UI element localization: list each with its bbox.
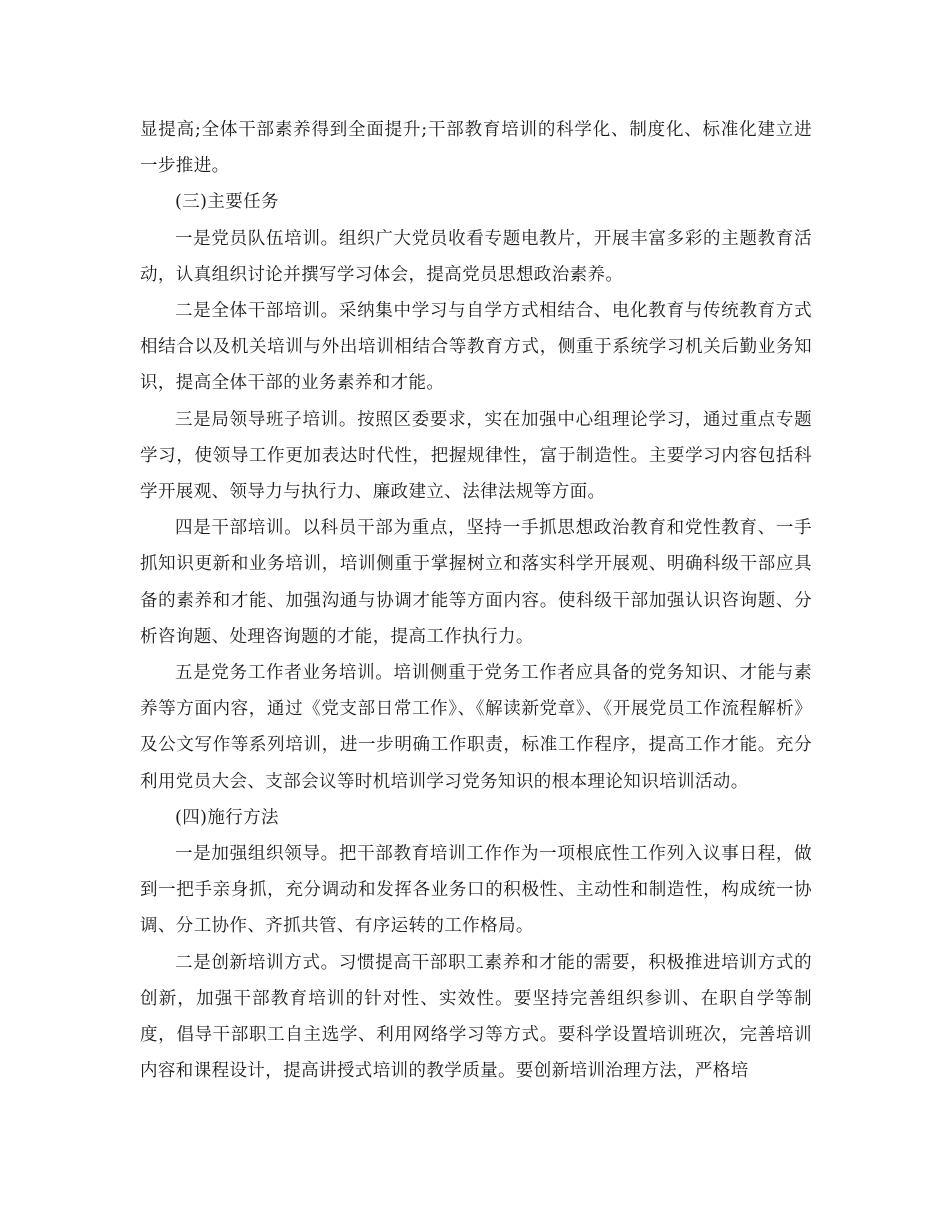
paragraph-party-member-training: 一是党员队伍培训。组织广大党员收看专题电教片，开展丰富多彩的主题教育活动，认真组织讨论并撰写学习体会，提高党员思想政治素养。	[140, 228, 812, 285]
paragraph-leadership-training: 三是局领导班子培训。按照区委要求，实在加强中心组理论学习，通过重点专题学习，使领导工作更加表达时代性，把握规律性，富于制造性。主要学习内容包括科学开展观、领导力与执行力、廉政建立、法律法规等方面。	[140, 409, 812, 503]
document-body	[140, 112, 812, 1089]
paragraph-innovate-training: 二是创新培训方式。习惯提高干部职工素养和才能的需要，积极推进培训方式的创新，加强干部教育培训的针对性、实效性。要坚持完善组织参训、在职自学等制度，倡导干部职工自主选学、利用网络学习等方式。要科学设置培训班次，完善培训内容和课程设计，提高讲授式培训的教学质量。要创新培训治理方法，严格培	[140, 952, 812, 1082]
paragraph-party-affairs-training: 五是党务工作者业务培训。培训侧重于党务工作者应具备的党务知识、才能与素养等方面内容，通过《党支部日常工作》、《解读新党章》、《开展党员工作流程解析》及公文写作等系列培训，进一步明确工作职责，标准工作程序，提高工作才能。充分利用党员大会、支部会议等时机培训学习党务知识的根本理论知识培训活动。	[140, 663, 812, 792]
paragraph-continuation: 显提高;全体干部素养得到全面提升;干部教育培训的科学化、制度化、标准化建立进一步推进。	[140, 120, 812, 177]
paragraph-cadre-training: 四是干部培训。以科员干部为重点，坚持一手抓思想政治教育和党性教育、一手抓知识更新和业务培训，培训侧重于掌握树立和落实科学开展观、明确科级干部应具备的素养和才能、加强沟通与协调才能等方面内容。使科级干部加强认识咨询题、分析咨询题、处理咨询题的才能，提高工作执行力。	[140, 518, 812, 647]
paragraph-strengthen-leadership: 一是加强组织领导。把干部教育培训工作作为一项根底性工作列入议事日程，做到一把手亲身抓，充分调动和发挥各业务口的积极性、主动性和制造性，构成统一协调、分工协作、齐抓共管、有序运转的工作格局。	[140, 844, 812, 937]
section-heading-implementation-methods: (四)施行方法	[175, 807, 279, 828]
section-heading-main-tasks: (三)主要任务	[175, 192, 279, 213]
paragraph-all-cadre-training: 二是全体干部培训。采纳集中学习与自学方式相结合、电化教育与传统教育方式相结合以及机关培训与外出培训相结合等教育方式，侧重于系统学习机关后勤业务知识，提高全体干部的业务素养和才能。	[140, 301, 812, 394]
